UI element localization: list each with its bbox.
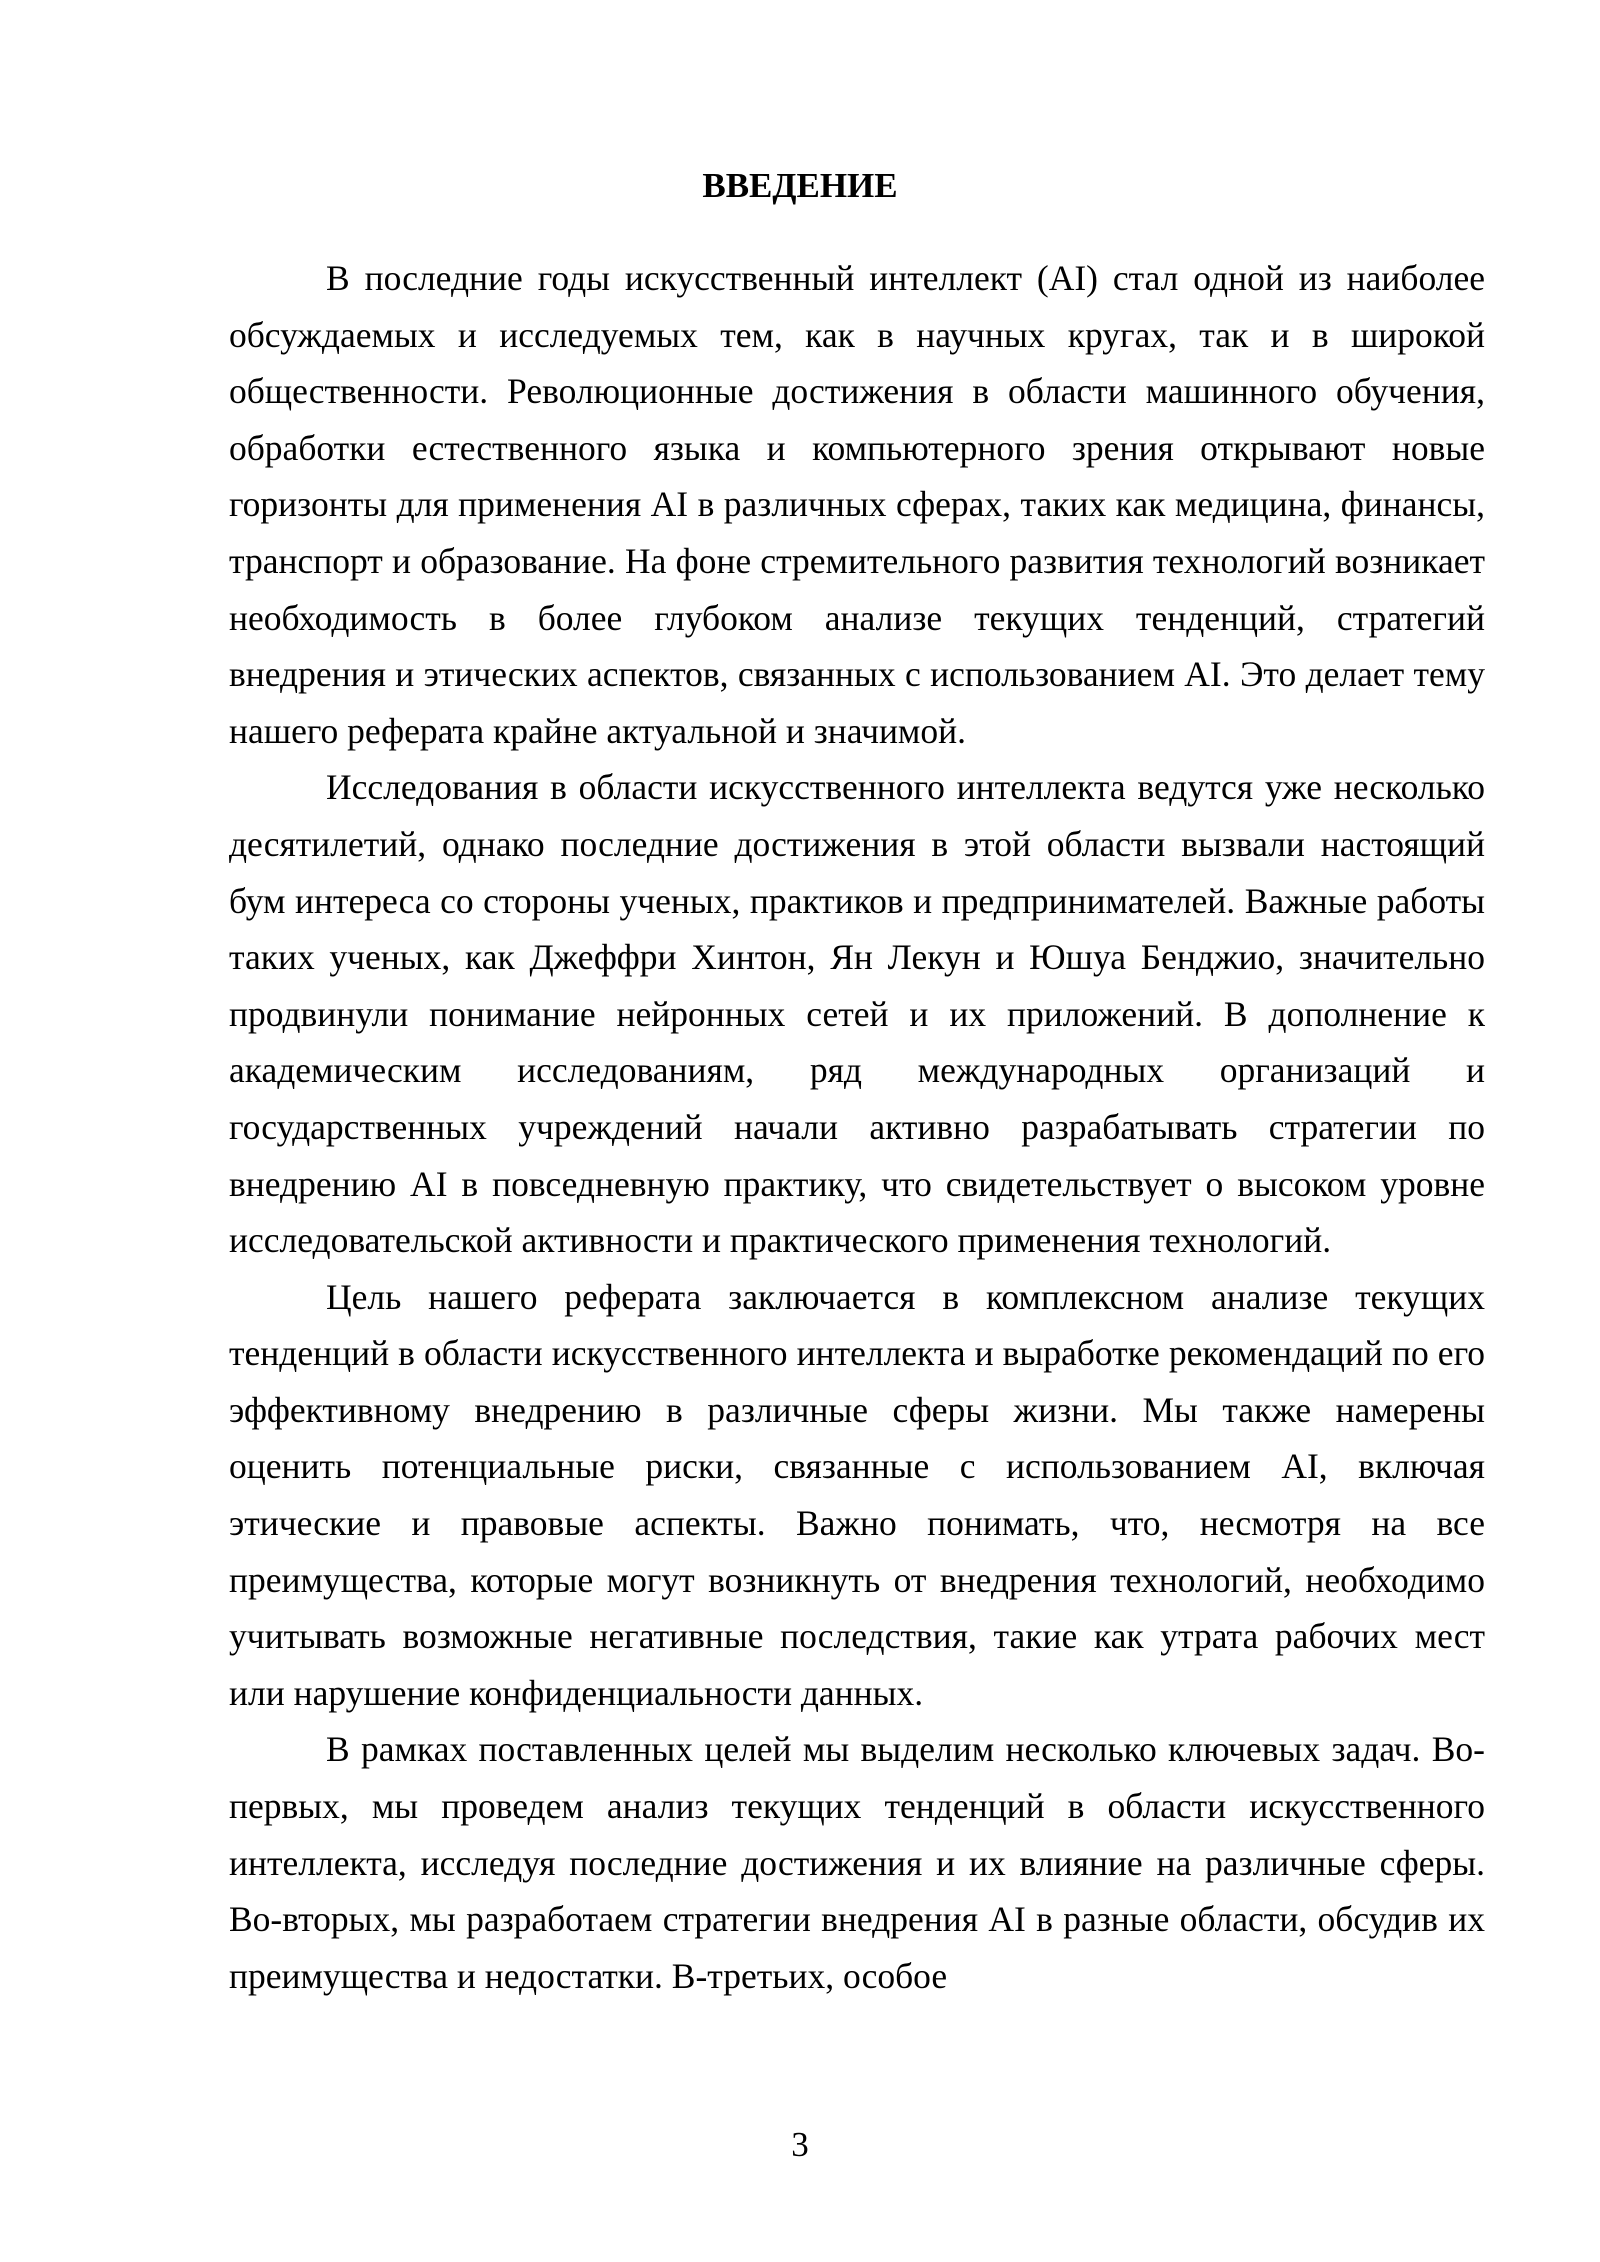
page-number: 3 <box>791 2125 809 2164</box>
paragraph-4: В рамках поставленных целей мы выделим несколько ключевых задач. Во-первых, мы проведем анализ текущих тенденций в области искусственного интеллекта, исследуя последние достижения и их влияние на различные сферы. Во-вторых, мы разработаем стратегии внедрения AI в разные области, обсудив их преимущества и недостатки. В-третьих, особое <box>229 1729 1485 1996</box>
section-heading: ВВЕДЕНИЕ <box>702 166 898 205</box>
paragraph-1: В последние годы искусственный интеллект (AI) стал одной из наиболее обсуждаемых и исследуемых тем, как в научных кругах, так и в широкой общественности. Революционные достижения в области машинного обучения, обработки естественного языка и компьютерного зрения открывают новые горизонты для применения AI в различных сферах, таких как медицина, финансы, транспорт и образование. На фоне стремительного развития технологий возникает необходимость в более глубоком анализе текущих тенденций, стратегий внедрения и этических аспектов, связанных с использованием AI. Это делает тему нашего реферата крайне актуальной и значимой. <box>229 258 1485 751</box>
paragraph-2: Исследования в области искусственного интеллекта ведутся уже несколько десятилетий, однако последние достижения в этой области вызвали настоящий бум интереса со стороны ученых, практиков и предпринимателей. Важные работы таких ученых, как Джеффри Хинтон, Ян Лекун и Юшуа Бенджио, значительно продвинули понимание нейронных сетей и их приложений. В дополнение к академическим исследованиям, ряд международных организаций и государственных учреждений начали активно разрабатывать стратегии по внедрению AI в повседневную практику, что свидетельствует о высоком уровне исследовательской активности и практического применения технологий. <box>229 767 1485 1261</box>
body-text <box>229 250 1485 2004</box>
paragraph-3: Цель нашего реферата заключается в комплексном анализе текущих тенденций в области искусственного интеллекта и выработке рекомендаций по его эффективному внедрению в различные сферы жизни. Мы также намерены оценить потенциальные риски, связанные с использованием AI, включая этические и правовые аспекты. Важно понимать, что, несмотря на все преимущества, которые могут возникнуть от внедрения технологий, необходимо учитывать возможные негативные последствия, такие как утрата рабочих мест или нарушение конфиденциальности данных. <box>229 1276 1485 1713</box>
